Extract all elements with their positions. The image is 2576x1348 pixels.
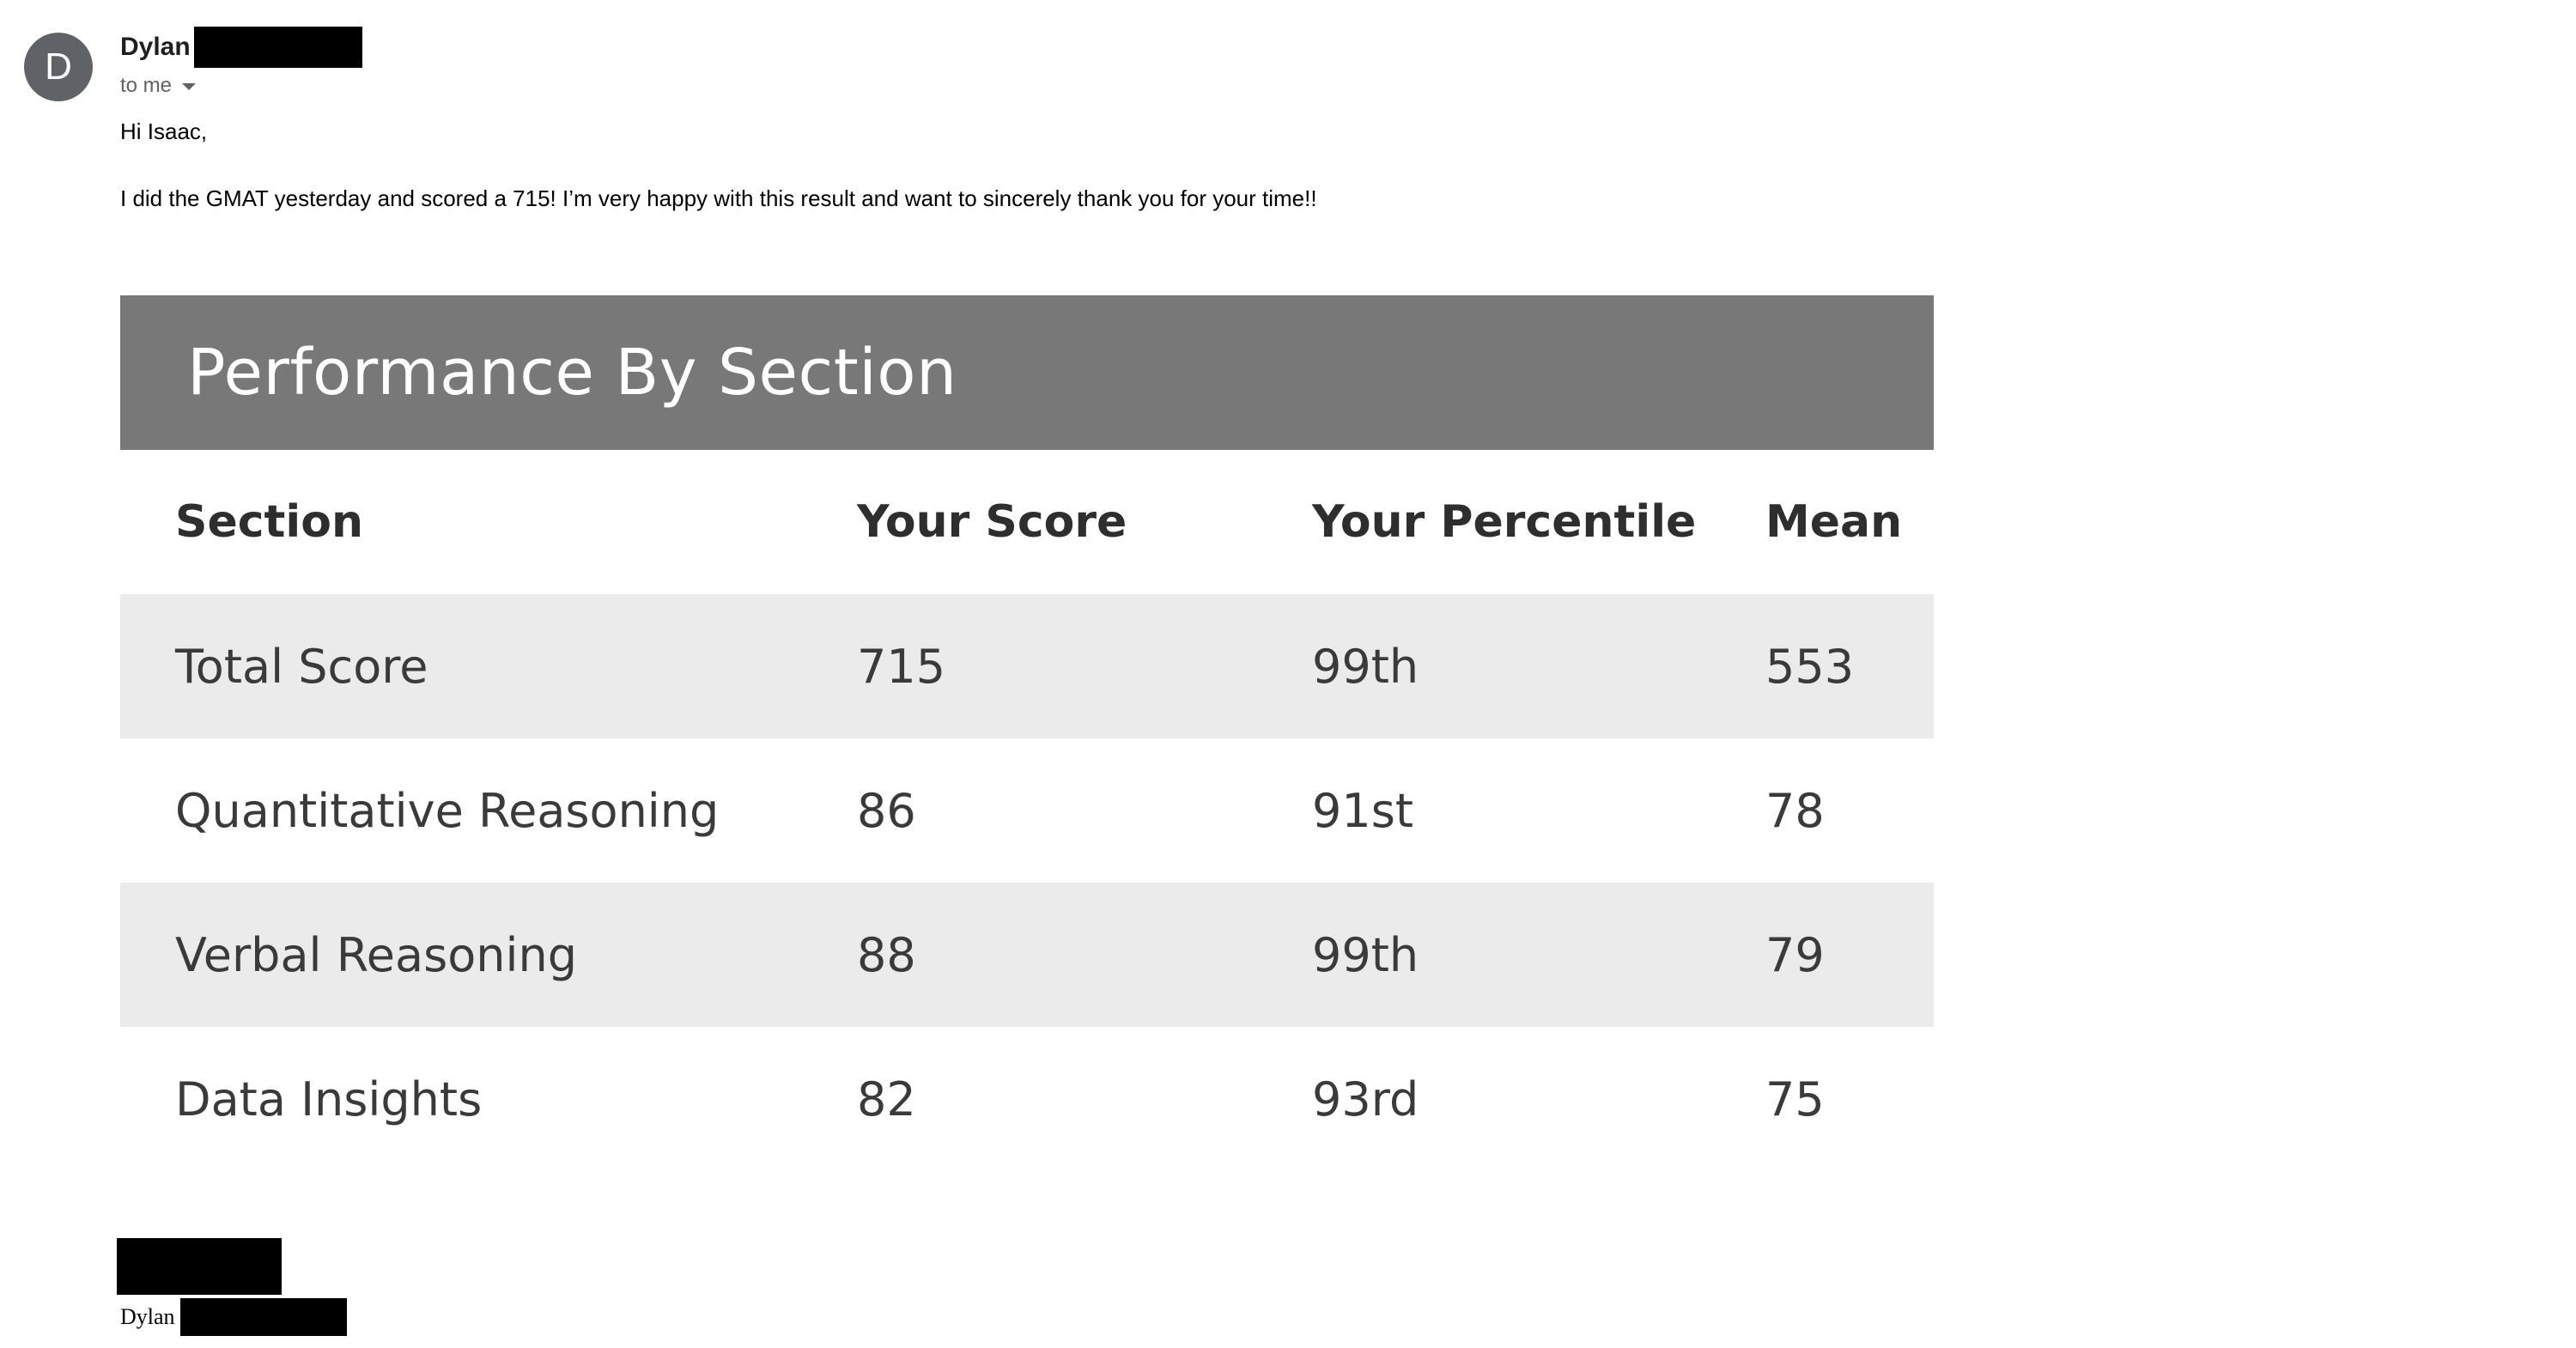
table-row (120, 1027, 1934, 1171)
column-header-your-percentile: Your Percentile (1312, 496, 1697, 548)
section-name: Quantitative Reasoning (175, 783, 720, 838)
sender-row (120, 26, 362, 69)
sender-avatar[interactable]: D (24, 33, 93, 101)
section-name: Total Score (175, 639, 428, 694)
performance-title: Performance By Section (187, 336, 957, 410)
column-header-section: Section (175, 496, 363, 548)
column-header-mean: Mean (1765, 496, 1903, 548)
section-name: Data Insights (175, 1072, 483, 1126)
recipient-label: to me (120, 74, 173, 97)
redacted-signature-block (117, 1238, 282, 1295)
section-percentile: 99th (1312, 639, 1419, 694)
email-message: I did the GMAT yesterday and scored a 715! I’m very happy with this result and want to sincerely thank you for your time!! (120, 185, 1317, 211)
performance-column-headers (120, 450, 1934, 594)
section-percentile: 91st (1312, 783, 1414, 838)
section-score: 715 (857, 639, 946, 694)
section-percentile: 93rd (1312, 1072, 1419, 1126)
signature-line (120, 1298, 347, 1336)
sender-name[interactable]: Dylan (120, 33, 191, 61)
column-header-your-score: Your Score (857, 496, 1127, 548)
section-mean: 79 (1765, 927, 1825, 982)
table-row (120, 738, 1934, 883)
email-greeting: Hi Isaac, (120, 118, 208, 144)
performance-by-section-image (120, 295, 1934, 1171)
section-mean: 553 (1765, 639, 1855, 694)
redacted-signature-surname (180, 1298, 347, 1336)
signature-name: Dylan (120, 1304, 175, 1329)
table-row (120, 883, 1934, 1027)
section-mean: 75 (1765, 1072, 1825, 1126)
section-mean: 78 (1765, 783, 1825, 838)
section-score: 86 (857, 783, 916, 838)
recipient-details-toggle[interactable] (120, 70, 196, 101)
table-row (120, 594, 1934, 738)
dropdown-caret-icon[interactable] (182, 83, 196, 90)
section-percentile: 99th (1312, 927, 1419, 982)
section-score: 88 (857, 927, 916, 982)
redacted-sender-surname (194, 27, 362, 68)
performance-header (120, 295, 1934, 450)
section-name: Verbal Reasoning (175, 927, 578, 982)
section-score: 82 (857, 1072, 916, 1126)
